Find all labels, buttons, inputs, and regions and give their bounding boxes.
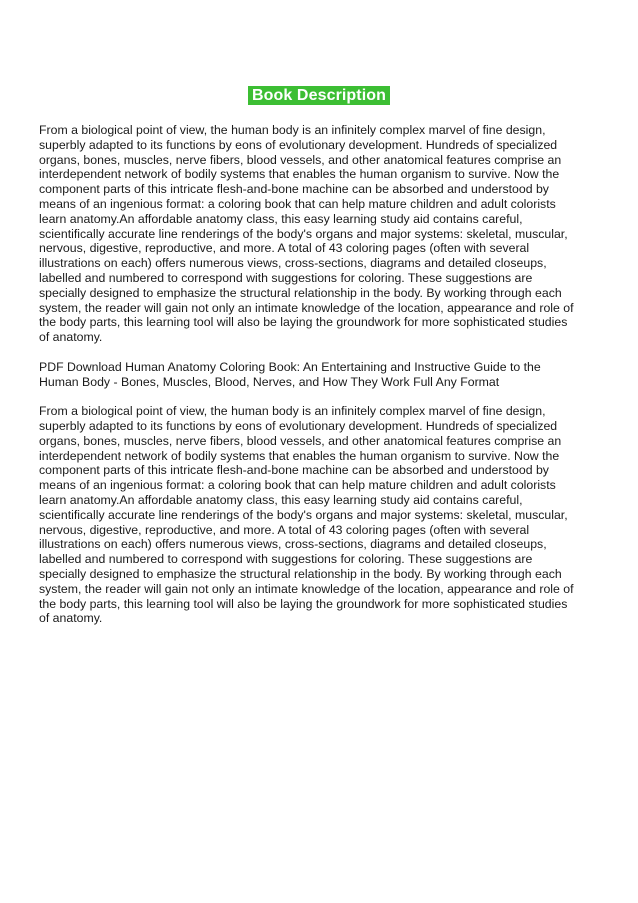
section-heading: Book Description	[248, 86, 390, 105]
body-text	[39, 123, 607, 641]
download-title-paragraph: PDF Download Human Anatomy Coloring Book: An Entertaining and Instructive Guide to the Human Body - Bones, Muscles, Blood, Nerves, and How They Work Full Any Format	[39, 359, 541, 389]
heading-container	[0, 86, 638, 105]
description-paragraph: From a biological point of view, the human body is an infinitely complex marvel of fine design, superbly adapted to its functions by eons of evolutionary development. Hundreds of specialized organs, bones, muscles, nerve fibers, blood vessels, and other anatomical features comprise an interdependent network of bodily systems that enables the human organism to survive. Now the component parts of this intricate flesh-and-bone machine can be absorbed and understood by means of an ingenious format: a coloring book that can help mature children and adult colorists learn anatomy.An affordable anatomy class, this easy learning study aid contains careful, scientifically accurate line renderings of the body's organs and major systems: skeletal, muscular, nervous, digestive, reproductive, and more. A total of 43 coloring pages (often with several illustrations on each) offers numerous views, cross-sections, diagrams and detailed closeups, labelled and numbered to correspond with suggestions for coloring. These suggestions are specially designed to emphasize the structural relationship in the body. By working through each system, the reader will gain not only an intimate knowledge of the location, appearance and role of the body parts, this learning tool will also be laying the groundwork for more sophisticated studies of anatomy.	[39, 123, 574, 345]
description-paragraph-repeat: From a biological point of view, the human body is an infinitely complex marvel of fine design, superbly adapted to its functions by eons of evolutionary development. Hundreds of specialized organs, bones, muscles, nerve fibers, blood vessels, and other anatomical features comprise an interdependent network of bodily systems that enables the human organism to survive. Now the component parts of this intricate flesh-and-bone machine can be absorbed and understood by means of an ingenious format: a coloring book that can help mature children and adult colorists learn anatomy.An affordable anatomy class, this easy learning study aid contains careful, scientifically accurate line renderings of the body's organs and major systems: skeletal, muscular, nervous, digestive, reproductive, and more. A total of 43 coloring pages (often with several illustrations on each) offers numerous views, cross-sections, diagrams and detailed closeups, labelled and numbered to correspond with suggestions for coloring. These suggestions are specially designed to emphasize the structural relationship in the body. By working through each system, the reader will gain not only an intimate knowledge of the location, appearance and role of the body parts, this learning tool will also be laying the groundwork for more sophisticated studies of anatomy.	[39, 404, 574, 626]
